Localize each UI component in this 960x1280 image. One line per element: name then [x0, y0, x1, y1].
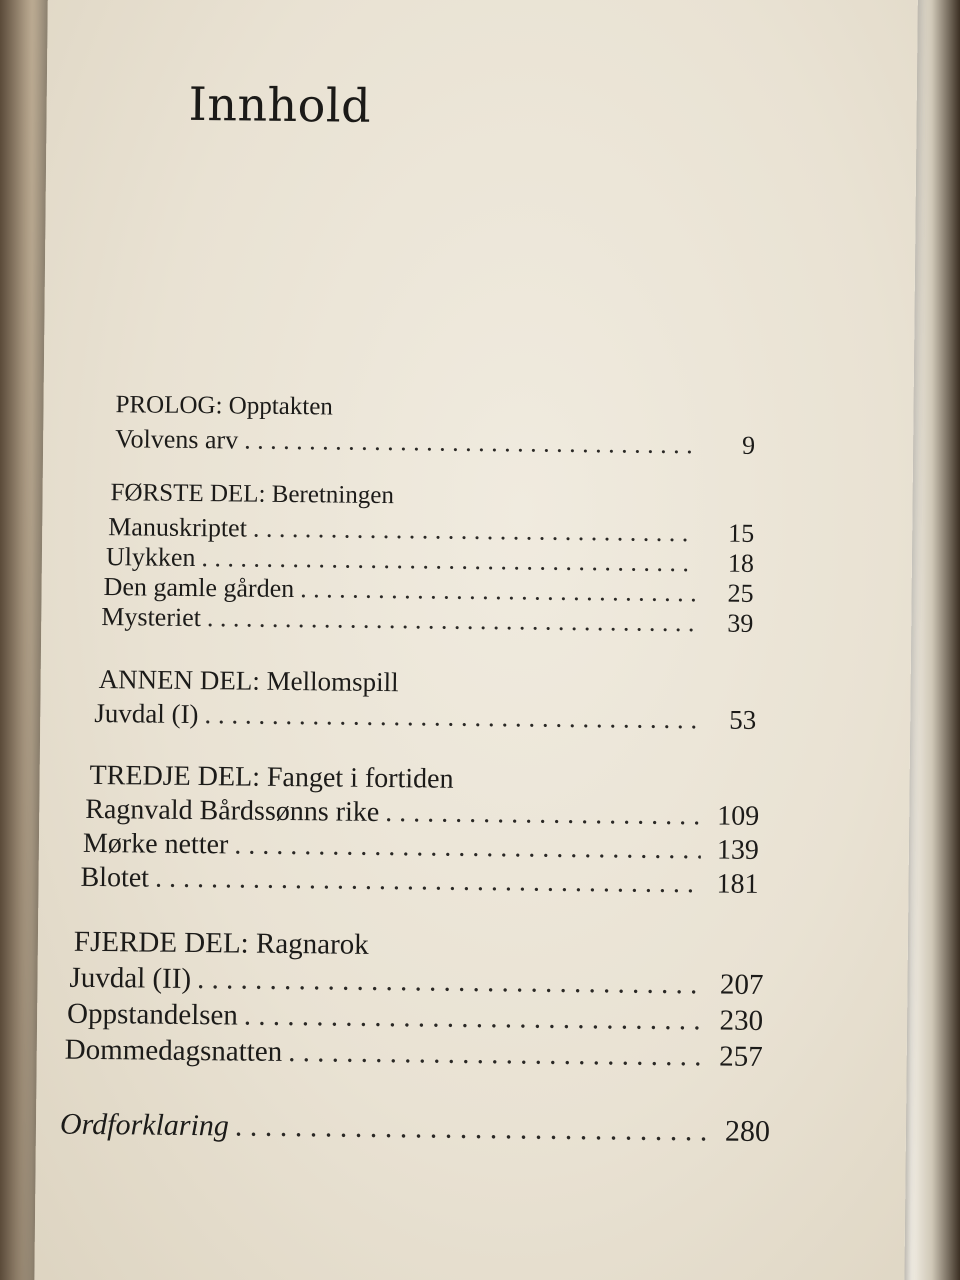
- toc-entry-label: Oppstandelsen: [66, 997, 239, 1032]
- dot-leader: [207, 603, 696, 638]
- toc-entry: [85, 794, 759, 831]
- toc-entry-page: 139: [716, 834, 760, 866]
- toc-entry-page: 109: [717, 800, 760, 832]
- toc-entry: [67, 998, 763, 1035]
- toc-entry-label: Mysteriet: [101, 602, 202, 633]
- toc-entry-page: 53: [729, 704, 757, 735]
- toc-entry-label: Juvdal (II): [69, 961, 192, 995]
- toc-entry: [94, 698, 756, 735]
- toc-entry-label: Ragnvald Bårdssønns rike: [85, 793, 380, 828]
- section-heading-forste-del: FØRSTE DEL: Beretningen: [110, 479, 395, 510]
- toc-entry-page: 230: [719, 1004, 764, 1037]
- toc-entry-label: Dommedagsnatten: [64, 1033, 283, 1068]
- toc-entry: [65, 1034, 763, 1071]
- toc-entry-label: Blotet: [80, 861, 150, 894]
- toc-entry-page: 280: [724, 1114, 771, 1149]
- toc-entry-label: Manuskriptet: [108, 512, 248, 543]
- dot-leader: [234, 829, 701, 866]
- toc-entry-label: Mørke netter: [82, 827, 229, 861]
- toc-entry: [115, 424, 755, 461]
- dot-leader: [288, 1036, 705, 1073]
- toc-entry-label: Volvens arv: [115, 424, 239, 455]
- dot-leader: [244, 426, 697, 461]
- page-title: Innhold: [188, 76, 372, 133]
- toc-entry-page: 257: [719, 1040, 763, 1073]
- toc-entry: [69, 962, 763, 999]
- dot-leader: [204, 699, 698, 735]
- toc-entry: [101, 602, 753, 639]
- dot-leader: [253, 514, 697, 549]
- section-heading-prolog: PROLOG: Opptakten: [115, 391, 334, 421]
- section-heading-annen-del: ANNEN DEL: Mellomspill: [98, 664, 399, 698]
- toc-entry-page: 15: [728, 518, 755, 548]
- dot-leader: [197, 963, 706, 1001]
- toc-entry-appendix: [59, 1107, 771, 1149]
- toc-entry-page: 25: [727, 578, 754, 608]
- section-heading-fjerde-del: FJERDE DEL: Ragnarok: [73, 925, 369, 961]
- toc-entry-page: 39: [727, 608, 754, 638]
- section-heading-tredje-del: TREDJE DEL: Fanget i fortiden: [89, 759, 454, 795]
- dot-leader: [385, 797, 701, 832]
- toc-entry-page: 9: [741, 430, 756, 460]
- toc-entry-label: Ordforklaring: [59, 1107, 230, 1143]
- dot-leader: [300, 574, 696, 608]
- toc-entry: [80, 862, 758, 899]
- dot-leader: [235, 1109, 712, 1148]
- toc-entry-label: Ulykken: [105, 542, 196, 573]
- toc-entry-page: 207: [719, 968, 764, 1001]
- dot-leader: [155, 863, 701, 901]
- dot-leader: [244, 1000, 706, 1038]
- toc-entry-label: Juvdal (I): [94, 697, 199, 730]
- book-page: [34, 0, 918, 1280]
- toc-entry: [83, 828, 759, 865]
- toc-entry-page: 18: [727, 548, 755, 578]
- toc-entry-label: Den gamle gården: [103, 572, 295, 604]
- toc-entry-page: 181: [716, 868, 759, 900]
